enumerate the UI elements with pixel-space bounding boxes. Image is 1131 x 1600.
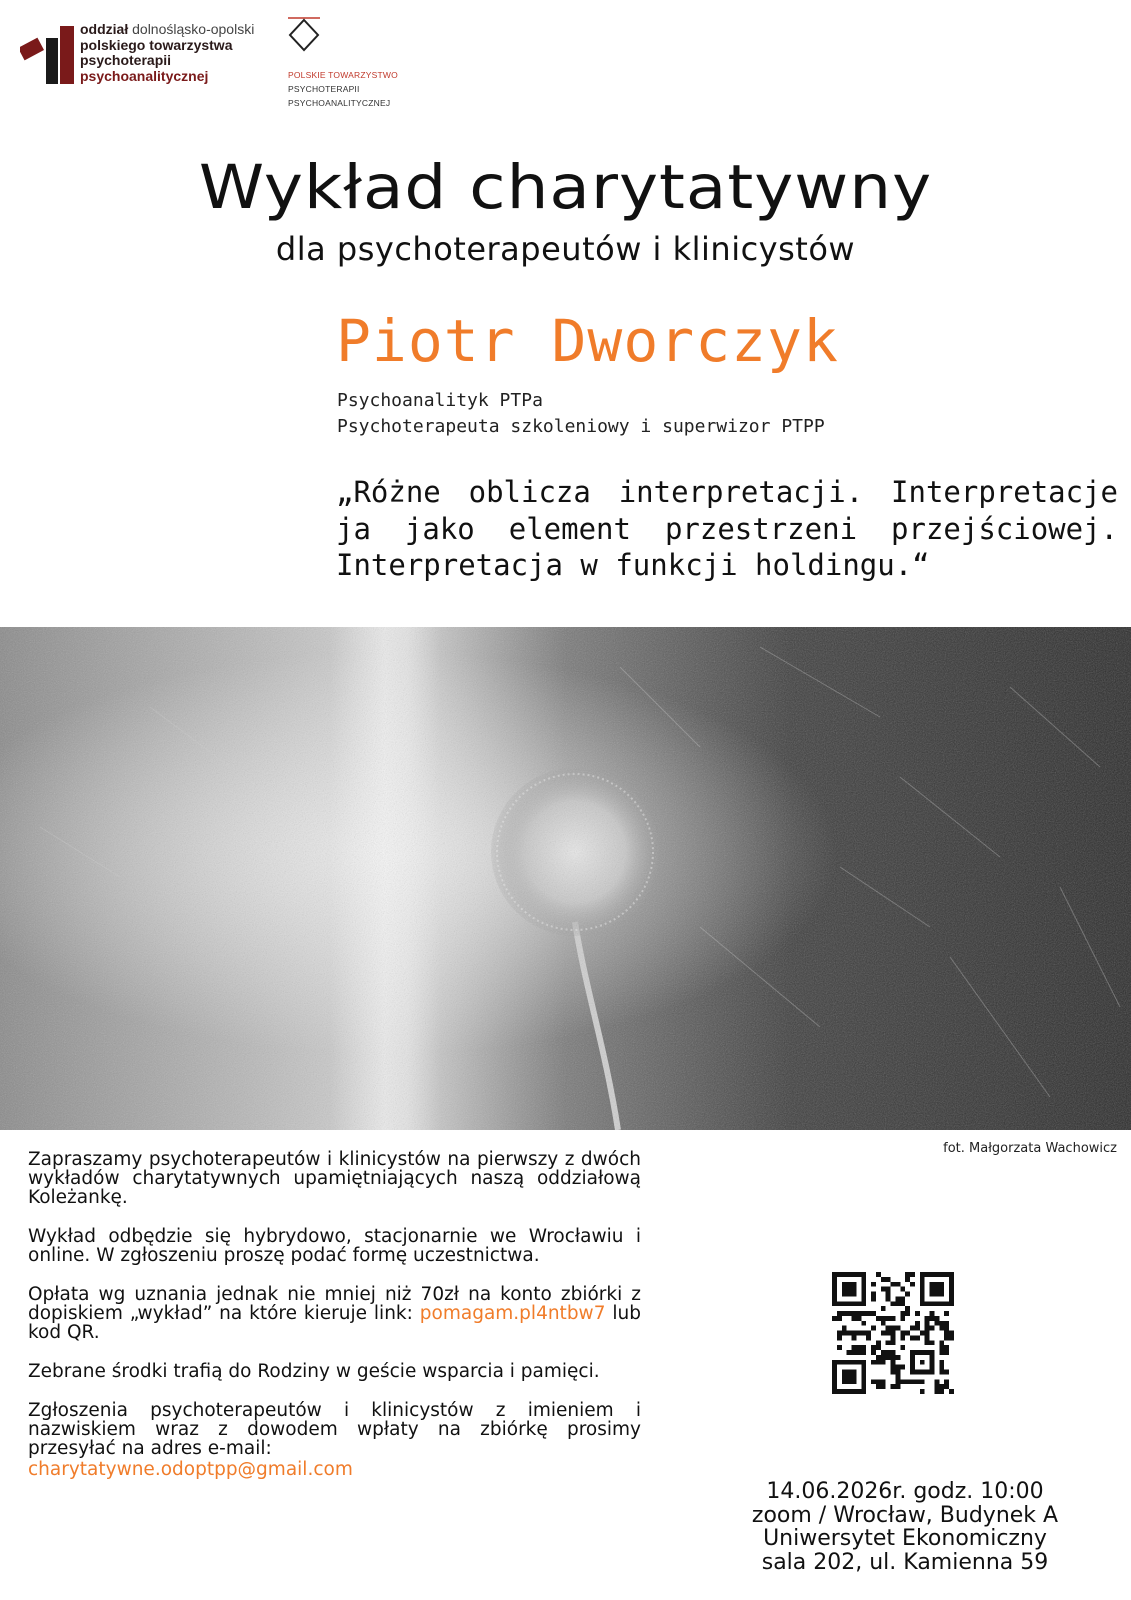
speaker-role-1: Psychoanalityk PTPa [337, 390, 543, 411]
fundraiser-link[interactable]: pomagam.pl4ntbw7 [419, 1303, 606, 1324]
body-paragraph-5: Zgłoszenia psychoterapeutów i klinicystów z imieniem i nazwiskiem wraz z dowodem wpłaty na zbiórkę prosimy przesyłać na adres e-mail: [28, 1400, 641, 1459]
logo2-line1: POLSKIE TOWARZYSTWO [288, 70, 398, 80]
dandelion-photo [0, 627, 1131, 1130]
body-paragraph-1: Zapraszamy psychoterapeutów i klinicystów na pierwszy z dwóch wykładów charytatywnych upamiętniających naszą oddziałową Koleżankę. [28, 1149, 641, 1208]
event-location: zoom / Wrocław, Budynek A [751, 1502, 1059, 1528]
page-subtitle: dla psychoterapeutów i klinicystów [275, 230, 856, 268]
branch-logo-text [80, 22, 254, 84]
event-details [680, 1480, 1130, 1574]
fee-text-end: lub kod QR. [28, 1303, 641, 1343]
body-paragraph-2: Wykład odbędzie się hybrydowo, stacjonarnie we Wrocławiu i online. W zgłoszeniu proszę podać formę uczestnictwa. [28, 1226, 641, 1266]
speaker-role-2: Psychoterapeuta szkoleniowy i superwizor PTPP [337, 416, 825, 437]
page-title: Wykład charytatywny [198, 152, 933, 223]
ptpp-diamond-logo-icon [286, 14, 322, 54]
event-date-time: 14.06.2026r. godz. 10:00 [766, 1479, 1044, 1504]
ptpp-branch-logo-icon [20, 24, 76, 86]
body-paragraph-3 [28, 1285, 641, 1342]
logo-line1-light: dolnośląsko-opolski [132, 21, 255, 37]
dandelion-photo-art [0, 627, 1131, 1130]
logo2-line3: PSYCHOANALITYCZNEJ [288, 98, 391, 108]
logo-line1-bold: oddział [80, 21, 129, 37]
logo-line4: psychoanalitycznej [80, 67, 209, 84]
qr-code-icon[interactable] [832, 1272, 954, 1394]
logo2-line2: PSYCHOTERAPII [288, 84, 360, 94]
event-venue: Uniwersytet Ekonomiczny [763, 1526, 1047, 1551]
invitation-body [28, 1150, 641, 1479]
photo-credit: fot. Małgorzata Wachowicz [943, 1141, 1117, 1156]
body-paragraph-4: Zebrane środki trafią do Rodziny w geście wsparcia i pamięci. [28, 1361, 600, 1382]
event-room-address: sala 202, ul. Kamienna 59 [761, 1549, 1049, 1575]
fee-text: Opłata wg uznania jednak nie mniej niż 70zł na konto zbiórki z dopiskiem „wykład” na które kieruje link: [28, 1284, 641, 1324]
contact-email-link[interactable]: charytatywne.odoptpp@gmail.com [28, 1459, 353, 1480]
logo-line3: psychoterapii [80, 52, 172, 68]
ptpp-logo-text [288, 68, 398, 110]
logo-line2: polskiego towarzystwa [80, 36, 233, 53]
speaker-roles [337, 388, 825, 440]
speaker-name: Piotr Dworczyk [336, 307, 839, 375]
lecture-title-quote: „Różne oblicza interpretacji. Interpretacje ja jako element przestrzeni przejściowej. Interpretacja w funkcji holdingu.“ [336, 475, 1118, 582]
